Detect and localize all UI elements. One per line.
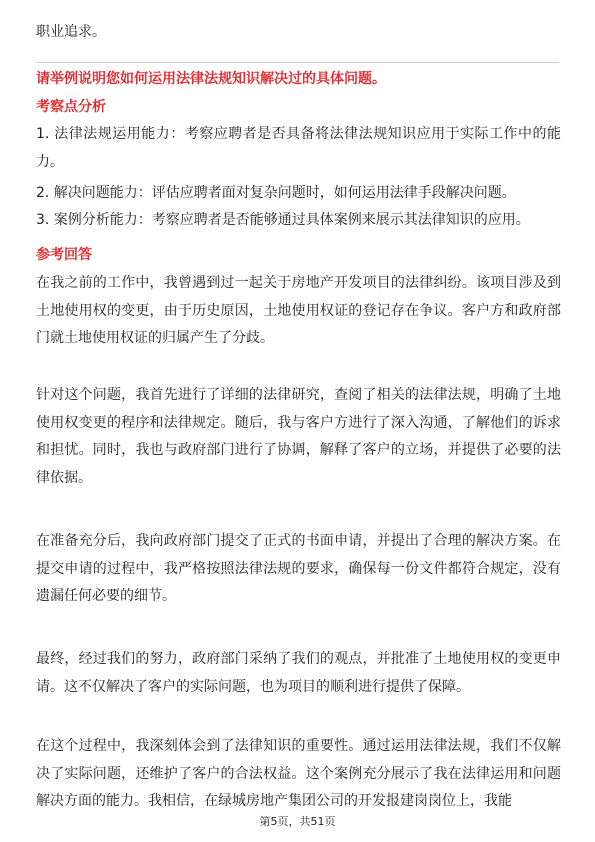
- analysis-item-2: 2. 解决问题能力：评估应聘者面对复杂问题时，如何运用法律手段解决问题。: [36, 185, 516, 201]
- answer-paragraph-5: 在这个过程中，我深刻体会到了法律知识的重要性。通过运用法律法规，我们不仅解决了实际问题，还维护了客户的合法权益。这个案例充分展示了我在法律运用和问题解决方面的能力。我相信，在绿城房地产集团公司的开发报建岗岗位上，我能: [36, 738, 561, 809]
- answer-paragraph-2: 针对这个问题，我首先进行了详细的法律研究，查阅了相关的法律法规，明确了土地使用权变更的程序和法律规定。随后，我与客户方进行了深入沟通，了解他们的诉求和担忧。同时，我也与政府部门进行了协调，解释了客户的立场，并提供了必要的法律依据。: [36, 387, 561, 486]
- continuation-text: 职业追求。: [36, 24, 106, 40]
- answer-paragraph-1: 在我之前的工作中，我曾遇到过一起关于房地产开发项目的法律纠纷。该项目涉及到土地使用权的变更，由于历史原因，土地使用权证的登记存在争议。客户方和政府部门就土地使用权证的归属产生了分歧。: [36, 275, 561, 346]
- analysis-heading: 考察点分析: [36, 99, 106, 115]
- question-heading: 请举例说明您如何运用法律法规知识解决过的具体问题。: [36, 71, 386, 87]
- page-number-footer: 第5页，共51页: [259, 815, 336, 828]
- answer-heading: 参考回答: [36, 247, 92, 263]
- section-divider: [36, 62, 559, 63]
- analysis-item-1: 1. 法律法规运用能力：考察应聘者是否具备将法律法规知识应用于实际工作中的能力。: [36, 126, 561, 170]
- answer-paragraph-3: 在准备充分后，我向政府部门提交了正式的书面申请，并提出了合理的解决方案。在提交申请的过程中，我严格按照法律法规的要求，确保每一份文件都符合规定，没有遗漏任何必要的细节。: [36, 533, 561, 604]
- analysis-item-3: 3. 案例分析能力：考察应聘者是否能够通过具体案例来展示其法律知识的应用。: [36, 212, 530, 228]
- answer-paragraph-4: 最终，经过我们的努力，政府部门采纳了我们的观点，并批准了土地使用权的变更申请。这不仅解决了客户的实际问题，也为项目的顺利进行提供了保障。: [36, 651, 561, 695]
